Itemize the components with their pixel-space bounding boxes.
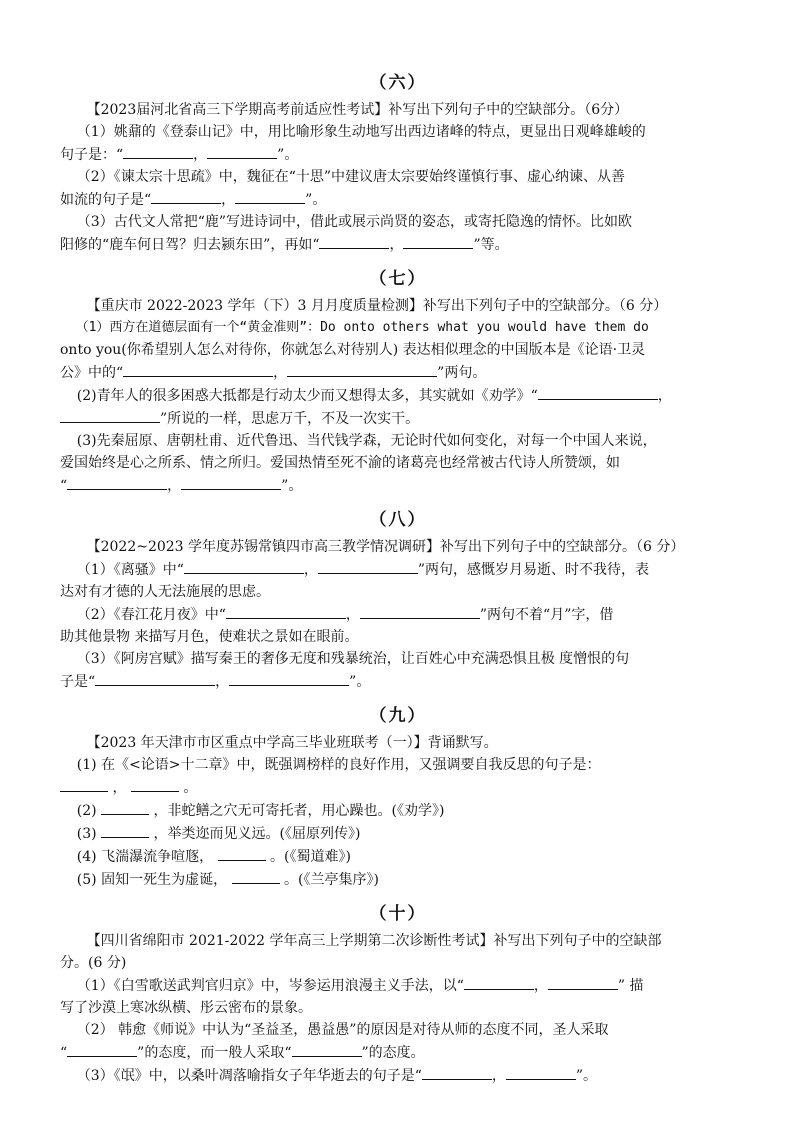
answer-blank[interactable] [101,822,149,838]
question-header: 【2023届河北省高三下学期高考前适应性考试】补写出下列句子中的空缺部分。（6分） [86,102,629,118]
question-text: (5) 固知一死生为虚诞， 。(《兰亭集序》) [60,868,736,891]
question-text: （1）《离骚》中“ ， ”两句，感慨岁月易逝、时不我待，表 [60,558,736,581]
question-text: （3）《氓》中，以桑叶凋落喻指女子年华逝去的句子是“ ， ”。 [60,1064,736,1087]
answer-blank[interactable] [60,407,160,423]
question-text: (2)青年人的很多困惑大抵都是行动太少而又想得太多，其实就如《劝学》“ ， [60,384,736,407]
answer-blank[interactable] [287,361,437,377]
answer-blank[interactable] [318,558,418,574]
answer-blank[interactable] [95,670,215,686]
question-text: (3) ，举类迩而见义远。(《屈原列传》) [60,822,736,845]
question-text: 句子是：“ ， ”。 [60,143,736,166]
answer-blank[interactable] [218,845,266,861]
question-text: (2) ，非蛇鳝之穴无可寄托者，用心躁也。(《劝学》) [60,799,736,822]
question-header: 【四川省绵阳市 2021-2022 学年高三上学期第二次诊断性考试】补写出下列句子中的空缺部 [86,933,662,949]
answer-blank[interactable] [67,1041,137,1057]
page [60,68,736,1095]
question-header: 【重庆市 2022-2023 学年（下）3 月月度质量检测】补写出下列句子中的空缺部分。（6 分） [86,298,668,314]
question-text: 如流的句子是“ ， ”。 [60,188,736,211]
section-title: （六） [369,73,427,93]
question-text: （2）《谏太宗十思疏》中，魏征在“十思”中建议唐太宗要始终谨慎行事、虚心纳谏、从善 [76,169,626,185]
question-text: （1）西方在道德层面有一个“黄金准则”：Do onto others what you would have them do [75,320,649,335]
answer-blank[interactable] [464,974,534,990]
question-text: 达对有才德的人无法施展的思虑。 [60,584,270,600]
question-text: （1）《白雪歌送武判官归京》中，岑参运用浪漫主义手法，以“ ， ” 描 [60,974,736,997]
question-text: 子是“ ， ”。 [60,670,736,693]
answer-blank[interactable] [184,558,304,574]
answer-blank[interactable] [319,233,389,249]
answer-blank[interactable] [131,776,179,792]
question-text: 爱国始终是心之所系、情之所归。爱国热情至死不渝的诸葛亮也经常被古代诗人所赞颂，如 [60,455,620,471]
section-7 [60,264,736,497]
section-9 [60,701,736,891]
question-text: （3）《阿房宫赋》描写秦王的奢侈无度和残暴统治，让百姓心中充满恐惧且极 度憎恨的句 [76,651,630,667]
question-text: （2）《春江花月夜》中“ ， ”两句不着“月”字，借 [60,603,736,626]
question-text: (1) 在《<论语>十二章》中，既强调榜样的良好作用，又强调要自我反思的句子是： [76,757,601,773]
question-text: （1）姚鼐的《登泰山记》中，用比喻形象生动地写出西边诸峰的特点，更显出日观峰雄峻的 [76,124,646,140]
answer-blank[interactable] [67,474,167,490]
answer-blank[interactable] [226,603,346,619]
answer-blank[interactable] [403,233,473,249]
answer-blank[interactable] [548,974,618,990]
answer-blank[interactable] [101,799,149,815]
question-header: 分。(6 分) [60,955,127,971]
answer-blank[interactable] [292,1041,362,1057]
question-text: （3）古代文人常把“鹿”写进诗词中，借此或展示尚贤的姿态，或寄托隐逸的情怀。比如欧 [76,214,633,230]
section-title: （七） [369,269,427,289]
question-text: 写了沙漠上寒冰纵横、彤云密布的景象。 [60,1000,312,1016]
answer-blank[interactable] [123,361,273,377]
question-text: 助其他景物 来描写月色，使难状之景如在眼前。 [60,629,359,645]
answer-blank[interactable] [422,1064,492,1080]
question-header: 【2023 年天津市市区重点中学高三毕业班联考（一）】背诵默写。 [86,735,498,751]
section-8 [60,505,736,693]
answer-blank[interactable] [506,1064,576,1080]
answer-blank[interactable] [207,143,277,159]
question-text: “ ”的态度，而一般人采取“ ”的态度。 [60,1041,736,1064]
question-text: （2） 韩愈《师说》中认为“圣益圣，愚益愚”的原因是对待从师的态度不同，圣人采取 [76,1022,609,1038]
section-title: （九） [369,706,427,726]
section-title: （十） [369,904,427,924]
question-text: (3)先秦屈原、唐朝杜甫、近代鲁迅、当代钱学森，无论时代如何变化，对每一个中国人来说， [76,433,657,449]
question-text: (4) 飞湍瀑流争喧豗， 。(《蜀道难》) [60,845,736,868]
section-6 [60,68,736,256]
question-text: 公》中的“ ， ”两句。 [60,361,736,384]
section-title: （八） [369,510,427,530]
answer-blank[interactable] [229,670,349,686]
answer-blank[interactable] [123,143,193,159]
answer-blank[interactable] [232,868,280,884]
answer-blank[interactable] [151,188,221,204]
question-text: ”所说的一样，思虑万千，不及一次实干。 [60,407,736,430]
question-text: onto you(你希望别人怎么对待你，你就怎么对待别人) 表达相似理念的中国版本是《论语·卫灵 [60,342,646,358]
question-text: ， 。 [60,776,736,799]
answer-blank[interactable] [181,474,281,490]
answer-blank[interactable] [235,188,305,204]
section-10 [60,899,736,1087]
answer-blank[interactable] [360,603,480,619]
answer-blank[interactable] [538,384,658,400]
question-header: 【2022~2023 学年度苏锡常镇四市高三教学情况调研】补写出下列句子中的空缺部分。（6 分） [86,539,685,555]
question-text: 阳修的“鹿车何日驾？归去颍东田”，再如“ ， ”等。 [60,233,736,256]
question-text: “ ， ”。 [60,474,736,497]
answer-blank[interactable] [60,776,108,792]
